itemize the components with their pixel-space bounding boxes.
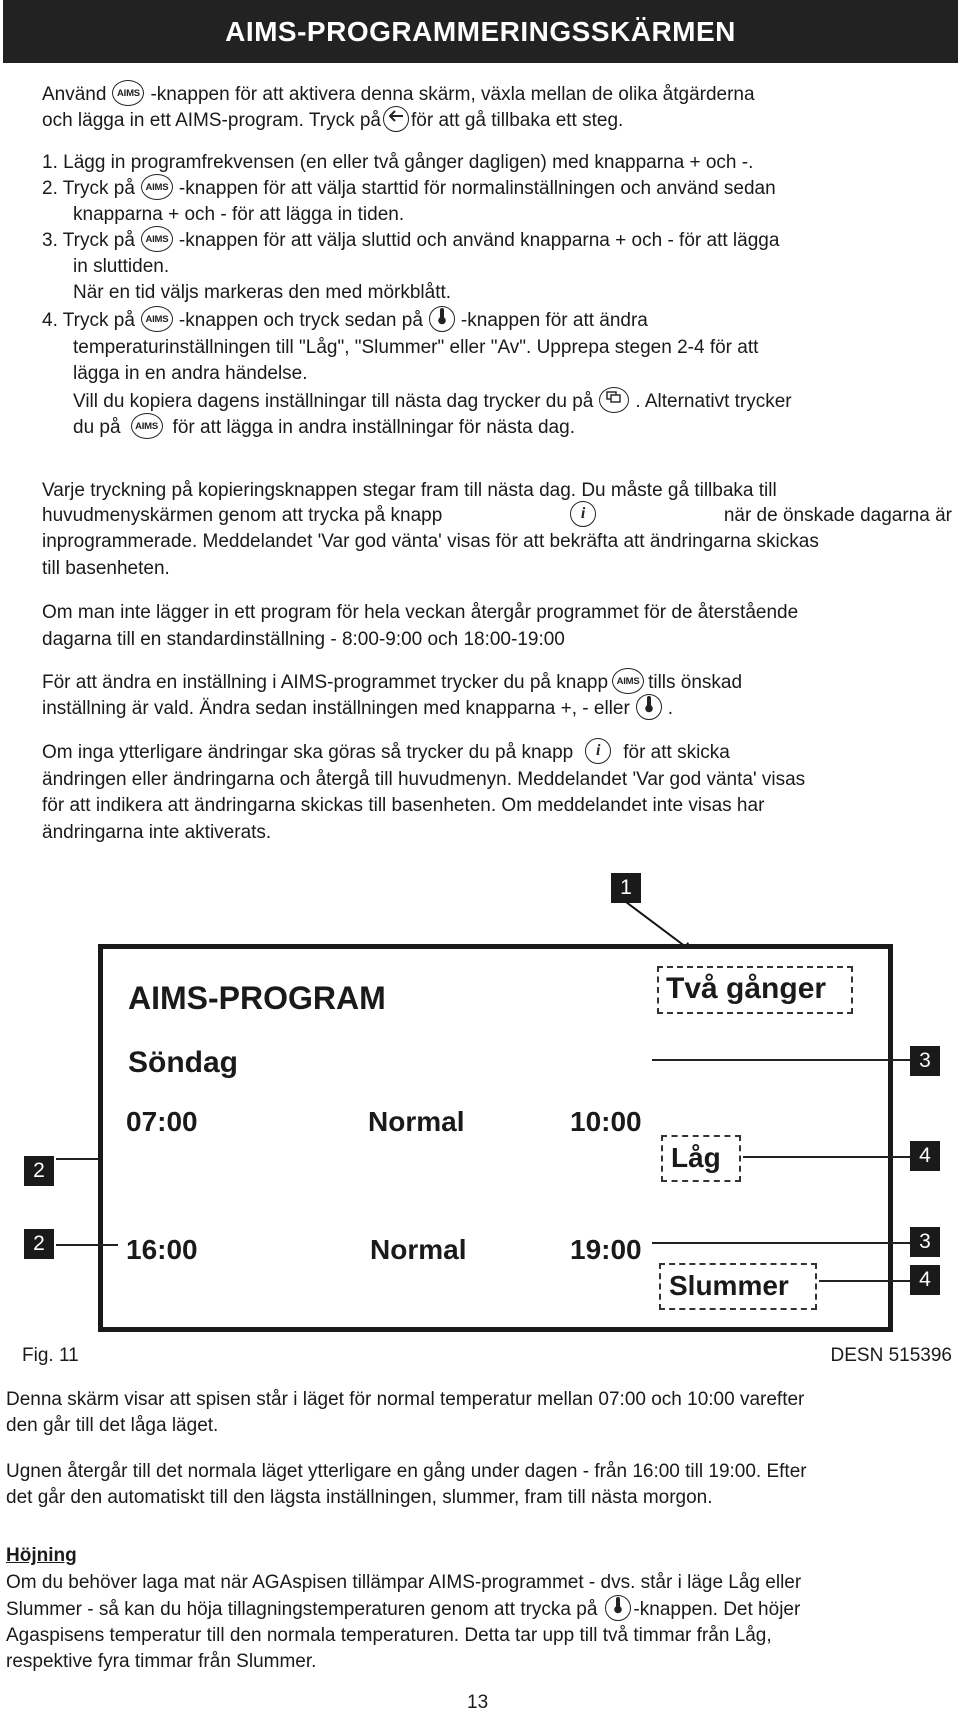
para1-line-4: till basenheten. bbox=[42, 558, 170, 579]
after-p3-line-4: respektive fyra timmar från Slummer. bbox=[6, 1651, 317, 1672]
row2-start-time: 16:00 bbox=[126, 1234, 198, 1265]
step-4-alt: du på AIMS för att lägga in andra inställningar för nästa dag. bbox=[73, 415, 575, 442]
step-4-cont: temperaturinställningen till "Låg", "Slummer" eller "Av". Upprepa stegen 2-4 för att bbox=[73, 337, 759, 358]
step-4-copy: Vill du kopiera dagens inställningar till nästa dag trycker du på . Alternativt trycker bbox=[73, 389, 792, 416]
para4-line-4: ändringarna inte aktiverats. bbox=[42, 822, 272, 843]
callout-2b: 2 bbox=[24, 1229, 54, 1259]
row2-after-mode: Slummer bbox=[669, 1270, 789, 1301]
day-label: Söndag bbox=[128, 1046, 238, 1079]
screen-title: AIMS-PROGRAM bbox=[128, 980, 386, 1016]
row2-end-time: 19:00 bbox=[570, 1234, 642, 1265]
callout-3a-line bbox=[652, 1059, 910, 1061]
copy-icon bbox=[599, 387, 629, 413]
step-4: 4. Tryck på AIMS -knappen och tryck sedan på -knappen för att ändra bbox=[42, 308, 648, 335]
callout-2a-line bbox=[56, 1158, 98, 1160]
step-3-cont: in sluttiden. bbox=[73, 256, 170, 277]
para4-line-3: för att indikera att ändringarna skickas till basenheten. Om meddelandet inte visas har bbox=[42, 795, 765, 816]
step-3-note: När en tid väljs markeras den med mörkblått. bbox=[73, 282, 452, 303]
callout-3a: 3 bbox=[910, 1046, 940, 1076]
aims-icon: AIMS bbox=[141, 226, 173, 252]
aims-icon: AIMS bbox=[612, 668, 644, 694]
figure-code: DESN 515396 bbox=[830, 1345, 952, 1366]
step-3: 3. Tryck på AIMS -knappen för att välja sluttid och använd knapparna + och - för att lägga bbox=[42, 228, 779, 255]
intro-line-1: Använd AIMS -knappen för att aktivera denna skärm, växla mellan de olika åtgärderna bbox=[42, 82, 755, 109]
aims-icon: AIMS bbox=[131, 413, 163, 439]
info-icon: i bbox=[585, 738, 611, 764]
back-arrow-icon bbox=[383, 106, 409, 132]
callout-2b-line bbox=[56, 1244, 118, 1246]
after-p1-line-2: den går till det låga läget. bbox=[6, 1415, 219, 1436]
step-1: 1. Lägg in programfrekvensen (en eller två gånger dagligen) med knapparna + och -. bbox=[42, 152, 754, 173]
para1-line-3: inprogrammerade. Meddelandet 'Var god vänta' visas för att bekräfta att ändringarna skickas bbox=[42, 531, 819, 552]
intro-line-2: och lägga in ett AIMS-program. Tryck på för att gå tillbaka ett steg. bbox=[42, 108, 623, 135]
after-p2-line-1: Ugnen återgår till det normala läget ytterligare en gång under dagen - från 16:00 till 19:00. Efter bbox=[6, 1461, 807, 1482]
figure-caption: Fig. 11 bbox=[22, 1345, 79, 1366]
callout-4b-line bbox=[819, 1280, 910, 1282]
frequency-value: Två gånger bbox=[666, 972, 827, 1005]
para2-line-1: Om man inte lägger in ett program för hela veckan återgår programmet för de återstående bbox=[42, 602, 799, 623]
after-p1-line-1: Denna skärm visar att spisen står i läget för normal temperatur mellan 07:00 och 10:00 varefter bbox=[6, 1389, 805, 1410]
row1-start-time: 07:00 bbox=[126, 1106, 198, 1137]
para2-line-2: dagarna till en standardinställning - 8:00-9:00 och 18:00-19:00 bbox=[42, 629, 565, 650]
after-p2-line-2: det går den automatiskt till den lägsta inställningen, slummer, fram till nästa morgon. bbox=[6, 1487, 713, 1508]
aims-icon: AIMS bbox=[112, 80, 144, 106]
para3-line-2: inställning är vald. Ändra sedan inställningen med knapparna +, - eller . bbox=[42, 696, 673, 723]
info-icon: i bbox=[570, 501, 596, 527]
para1-line-1: Varje tryckning på kopieringsknappen stegar fram till nästa dag. Du måste gå tillbaka till bbox=[42, 480, 777, 501]
callout-3b: 3 bbox=[910, 1227, 940, 1257]
page-number: 13 bbox=[467, 1692, 489, 1713]
para4-line-1: Om inga ytterligare ändringar ska göras så trycker du på knapp i för att skicka bbox=[42, 740, 730, 767]
para4-line-2: ändringen eller ändringarna och återgå till huvudmenyn. Meddelandet 'Var god vänta' visas bbox=[42, 769, 806, 790]
step-4-cont-2: lägga in en andra händelse. bbox=[73, 363, 308, 384]
after-p3-line-1: Om du behöver laga mat när AGAspisen tillämpar AIMS-programmet - dvs. står i läge Låg eller bbox=[6, 1572, 802, 1593]
page-title: AIMS-PROGRAMMERINGSSKÄRMEN bbox=[3, 0, 958, 63]
callout-1: 1 bbox=[611, 873, 641, 903]
para1-line-2: huvudmenyskärmen genom att trycka på knapp i när de önskade dagarna är bbox=[42, 503, 952, 530]
thermometer-icon bbox=[605, 1595, 631, 1621]
callout-4a-line bbox=[743, 1156, 910, 1158]
after-p3-line-3: Agaspisens temperatur till den normala temperaturen. Detta tar upp till två timmar från Låg, bbox=[6, 1625, 772, 1646]
row1-end-time: 10:00 bbox=[570, 1106, 642, 1137]
thermometer-icon bbox=[429, 306, 455, 332]
after-p3-line-2: Slummer - så kan du höja tillagningstemperaturen genom att trycka på -knappen. Det höjer bbox=[6, 1597, 800, 1624]
row1-after-mode: Låg bbox=[671, 1142, 721, 1173]
heading-hojning: Höjning bbox=[6, 1545, 77, 1566]
para3-line-1: För att ändra en inställning i AIMS-programmet trycker du på knapp AIMS tills önskad bbox=[42, 670, 742, 697]
step-2-cont: knapparna + och - för att lägga in tiden. bbox=[73, 204, 405, 225]
callout-4a: 4 bbox=[910, 1141, 940, 1171]
callout-2a: 2 bbox=[24, 1156, 54, 1186]
aims-icon: AIMS bbox=[141, 174, 173, 200]
step-2: 2. Tryck på AIMS -knappen för att välja starttid för normalinställningen och använd sedan bbox=[42, 176, 776, 203]
aims-icon: AIMS bbox=[141, 306, 173, 332]
callout-3b-line bbox=[652, 1242, 910, 1244]
row1-mode: Normal bbox=[368, 1106, 465, 1137]
row2-mode: Normal bbox=[370, 1234, 467, 1265]
callout-4b: 4 bbox=[910, 1265, 940, 1295]
thermometer-icon bbox=[636, 694, 662, 720]
